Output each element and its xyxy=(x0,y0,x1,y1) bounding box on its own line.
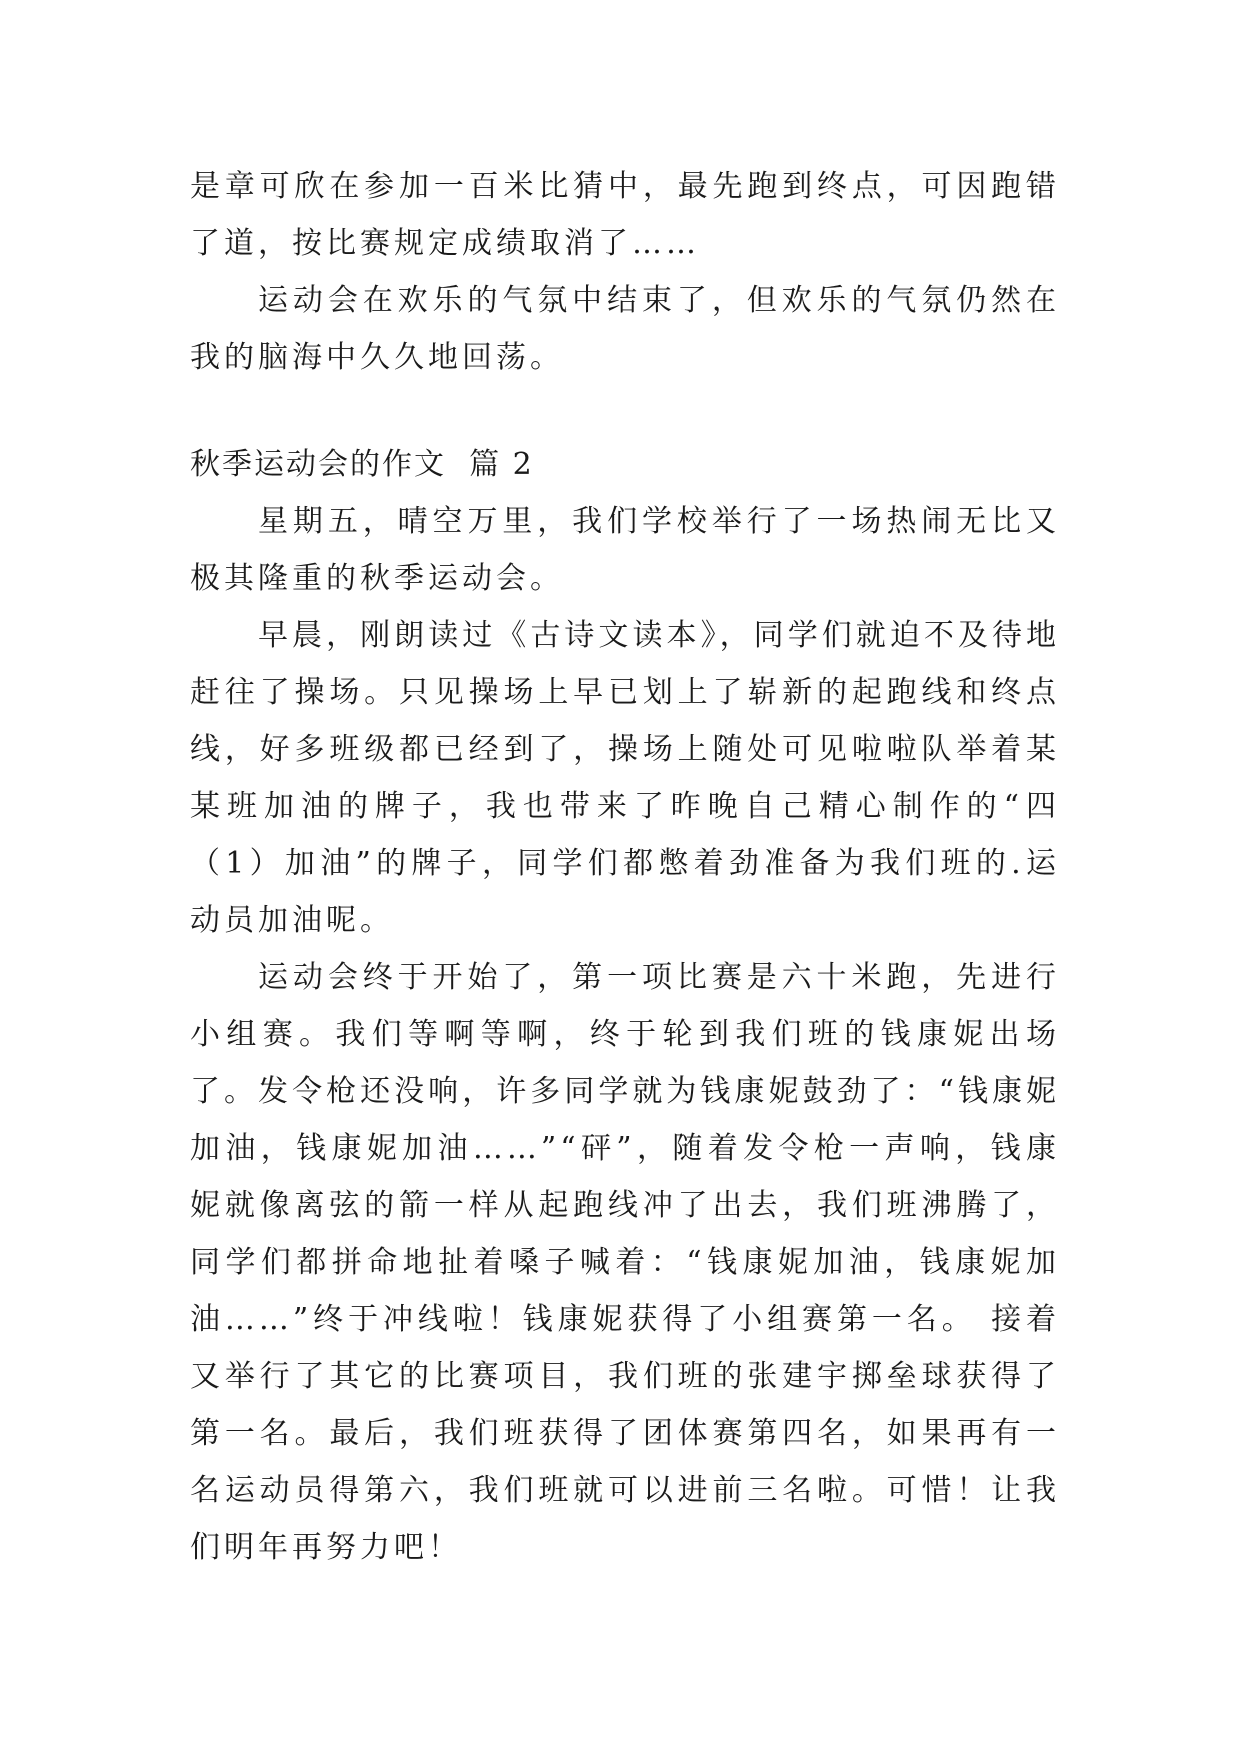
closing-paragraph: 运动会在欢乐的气氛中结束了，但欢乐的气氛仍然在我的脑海中久久地回荡。 xyxy=(190,283,1060,375)
body-paragraph: 星期五，晴空万里，我们学校举行了一场热闹无比又极其隆重的秋季运动会。 xyxy=(190,504,1060,596)
document-page xyxy=(190,158,1060,1576)
body-paragraph: 运动会终于开始了，第一项比赛是六十米跑，先进行小组赛。我们等啊等啊，终于轮到我们班的钱康妮出场了。发令枪还没响，许多同学就为钱康妮鼓劲了：“钱康妮加油，钱康妮加油……”“砰”，随着发令枪一声响，钱康妮就像离弦的箭一样从起跑线冲了出去，我们班沸腾了，同学们都拼命地扯着嗓子喊着：“钱康妮加油，钱康妮加油……”终于冲线啦！钱康妮获得了小组赛第一名。 接着又举行了其它的比赛项目，我们班的张建宇掷垒球获得了第一名。最后，我们班获得了团体赛第四名，如果再有一名运动员得第六，我们班就可以进前三名啦。可惜！让我们明年再努力吧！ xyxy=(190,960,1060,1565)
continued-paragraph: 是章可欣在参加一百米比猜中，最先跑到终点，可因跑错了道，按比赛规定成绩取消了…… xyxy=(190,169,1060,261)
section-title: 秋季运动会的作文 篇 2 xyxy=(190,447,534,482)
body-paragraph: 早晨，刚朗读过《古诗文读本》，同学们就迫不及待地赶往了操场。只见操场上早已划上了崭新的起跑线和终点线，好多班级都已经到了，操场上随处可见啦啦队举着某某班加油的牌子，我也带来了昨晚自己精心制作的“四（1）加油”的牌子，同学们都憋着劲准备为我们班的.运动员加油呢。 xyxy=(190,618,1060,938)
